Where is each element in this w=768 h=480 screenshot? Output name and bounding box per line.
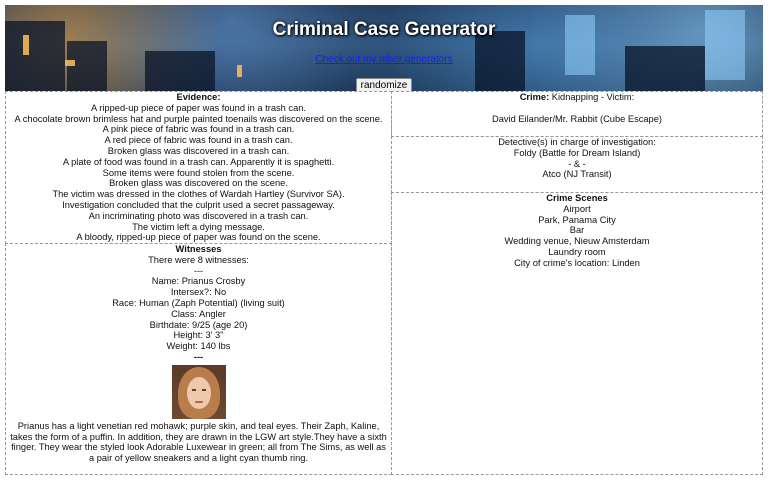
evidence-item: A chocolate brown brimless hat and purple painted toenails was discovered on the scene. xyxy=(14,113,383,124)
witness-separator: --- xyxy=(193,351,204,362)
evidence-item: The victim was dressed in the clothes of Wardah Hartley (Survivor SA). xyxy=(52,189,345,200)
evidence-item: The victim left a dying message. xyxy=(132,221,265,232)
portrait-eye xyxy=(192,389,196,391)
evidence-item: Some items were found stolen from the scene. xyxy=(102,167,295,178)
detective-joiner: - & - xyxy=(568,158,586,169)
witnesses-panel xyxy=(5,243,392,475)
witness-race: Race: Human (Zaph Potential) (living suit) xyxy=(112,297,285,308)
evidence-item: A plate of food was found in a trash can. Apparently it is spaghetti. xyxy=(62,156,335,167)
detective-first: Foldy (Battle for Dream Island) xyxy=(513,147,641,158)
witness-height: Height: 3' 3" xyxy=(173,330,224,341)
randomize-button-wrap xyxy=(5,75,763,91)
header-banner xyxy=(5,5,763,91)
crime-scene-item: Laundry room xyxy=(548,246,606,257)
victim-name: David Eilander/Mr. Rabbit (Cube Escape) xyxy=(491,113,662,124)
crime-scene-item: Wedding venue, Nieuw Amsterdam xyxy=(504,236,650,247)
evidence-item: A pink piece of fabric was found in a trash can. xyxy=(102,124,295,135)
witness-birthdate: Birthdate: 9/25 (age 20) xyxy=(149,319,248,330)
crime-type: Kidnapping - Victim: xyxy=(549,92,635,102)
other-generators-link-wrap xyxy=(5,54,763,65)
evidence-item: A bloody, ripped-up piece of paper was found on the scene. xyxy=(76,232,321,243)
witness-description: Prianus has a light venetian red mohawk; purple skin, and teal eyes. Their Zaph, Kaline, takes the form of a puffin. In addition, they are drawn in the LGW art style.They have a sixth finger. They wear the styled look Adorable Luxewear in green; all from The Sims, as well as a pair of yellow sneakers and a light cyan thumb ring. xyxy=(10,420,387,464)
crime-scene-item: Bar xyxy=(569,225,585,236)
crime-scene-item: Airport xyxy=(563,203,591,214)
portrait-mouth xyxy=(195,401,203,403)
evidence-item: A ripped-up piece of paper was found in a trash can. xyxy=(91,102,306,113)
detective-panel xyxy=(391,136,763,193)
evidence-item: Broken glass was discovered on the scene. xyxy=(109,178,288,189)
portrait-face xyxy=(187,377,211,409)
witness-separator: --- xyxy=(193,265,204,276)
witness-class: Class: Angler xyxy=(171,308,226,319)
randomize-button[interactable]: randomize xyxy=(356,78,413,91)
detective-second: Atco (NJ Transit) xyxy=(542,169,612,180)
witness-photo xyxy=(172,365,226,419)
witness-intersex: Intersex?: No xyxy=(170,287,227,298)
evidence-heading: Evidence: xyxy=(176,92,221,102)
crime-scene-item: City of crime's location: Linden xyxy=(514,257,640,268)
detective-heading: Detective(s) in charge of investigation: xyxy=(498,137,656,147)
spacer xyxy=(392,103,762,114)
page-frame xyxy=(5,5,763,475)
crime-label: Crime: xyxy=(519,92,550,102)
crime-panel xyxy=(391,91,763,137)
crime-scenes-panel xyxy=(391,192,763,475)
witness-weight: Weight: 140 lbs xyxy=(166,341,231,352)
crime-line xyxy=(392,92,762,103)
witness-name: Name: Prianus Crosby xyxy=(151,276,246,287)
evidence-item: A red piece of fabric was found in a trash can. xyxy=(104,135,293,146)
evidence-panel xyxy=(5,91,392,244)
portrait-image xyxy=(172,365,226,419)
crime-scene-item: Park, Panama City xyxy=(538,214,616,225)
evidence-item: Investigation concluded that the culprit used a secret passageway. xyxy=(62,199,335,210)
other-generators-link[interactable]: Check out my other generators xyxy=(315,54,453,65)
evidence-item: An incriminating photo was discovered in a trash can. xyxy=(88,210,309,221)
witnesses-heading: Witnesses xyxy=(175,244,222,254)
portrait-eye xyxy=(202,389,206,391)
crime-scenes-heading: Crime Scenes xyxy=(546,193,608,203)
page-title: Criminal Case Generator xyxy=(272,19,496,40)
evidence-item: Broken glass was discovered in a trash can. xyxy=(107,145,290,156)
witness-count: There were 8 witnesses: xyxy=(148,254,249,265)
